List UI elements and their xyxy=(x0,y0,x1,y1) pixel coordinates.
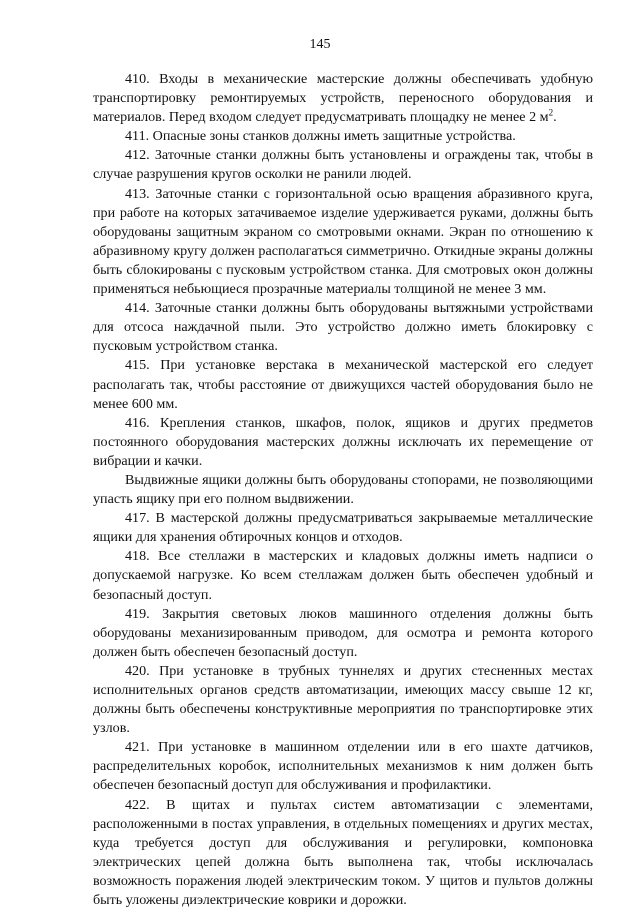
paragraph-411: 411. Опасные зоны станков должны иметь защитные устройства. xyxy=(125,128,516,145)
paragraph-416-continued: Выдвижные ящики должны быть оборудованы стопорами, не позволяющими упасть ящику при его полном выдвижении. xyxy=(93,471,593,508)
paragraph-410 xyxy=(93,70,593,127)
paragraph-410-text: 410. Входы в механические мастерские должны обеспечивать удобную транспортировку ремонтируемых устройств, переносного оборудования и материалов. Перед входом следует предусматривать площадку не менее 2 м xyxy=(93,71,593,126)
paragraph-414: 414. Заточные станки должны быть оборудованы вытяжными устройствами для отсоса наждачной пыли. Это устройство должно иметь блокировку с пусковым устройством станка. xyxy=(93,300,593,355)
page-number: 145 xyxy=(309,37,331,52)
body-text xyxy=(93,70,593,910)
paragraph-419: 419. Закрытия световых люков машинного отделения должны быть оборудованы механизированным приводом, для осмотра и ремонта которого должен быть обеспечен безопасный доступ. xyxy=(93,605,593,660)
superscript-square: 2 xyxy=(548,107,554,118)
paragraph-417: 417. В мастерской должны предусматриваться закрываемые металлические ящики для хранения обтирочных концов и отходов. xyxy=(93,510,593,546)
paragraph-413: 413. Заточные станки с горизонтальной осью вращения абразивного круга, при работе на которых затачиваемое изделие удерживается руками, должны быть оборудованы защитным экраном со смотровыми окнами. Экран по отношению к абразивному кругу должен располагаться симметрично. Откидные экраны должны быть сблокированы с пусковым устройством станка. Для смотровых окон должны применяться небьющиеся прозрачные материалы толщиной не менее 3 мм. xyxy=(93,185,593,298)
paragraph-418: 418. Все стеллажи в мастерских и кладовых должны иметь надписи о допускаемой нагрузке. Ко всем стеллажам должен быть обеспечен удобный и безопасный доступ. xyxy=(93,548,593,603)
paragraph-410-end: . xyxy=(553,109,557,126)
paragraph-421: 421. При установке в машинном отделении или в его шахте датчиков, распределительных коробок, исполнительных механизмов к ним должен быть обеспечен безопасный доступ для обслуживания и профилактики. xyxy=(93,739,593,794)
paragraph-415: 415. При установке верстака в механической мастерской его следует располагать так, чтобы расстояние от движущихся частей оборудования было не менее 600 мм. xyxy=(93,357,593,412)
paragraph-412: 412. Заточные станки должны быть установлены и ограждены так, чтобы в случае разрушения кругов осколки не ранили людей. xyxy=(93,147,593,183)
paragraph-420: 420. При установке в трубных туннелях и других стесненных местах исполнительных органов средств автоматизации, имеющих массу свыше 12 кг, должны быть обеспечены конструктивные мероприятия по транспортировке этих узлов. xyxy=(93,662,593,737)
paragraph-422: 422. В щитах и пультах систем автоматизации с элементами, расположенными в постах управления, в отдельных помещениях и других местах, куда требуется доступ для обслуживания и регулировки, компоновка электрических цепей должна быть выполнена так, чтобы исключалась возможность поражения людей электрическим током. У щитов и пультов должны быть уложены диэлектрические коврики и дорожки. xyxy=(93,796,593,909)
paragraph-416: 416. Крепления станков, шкафов, полок, ящиков и других предметов постоянного оборудования мастерских должны исключать их перемещение от вибрации и качки. xyxy=(93,414,593,469)
